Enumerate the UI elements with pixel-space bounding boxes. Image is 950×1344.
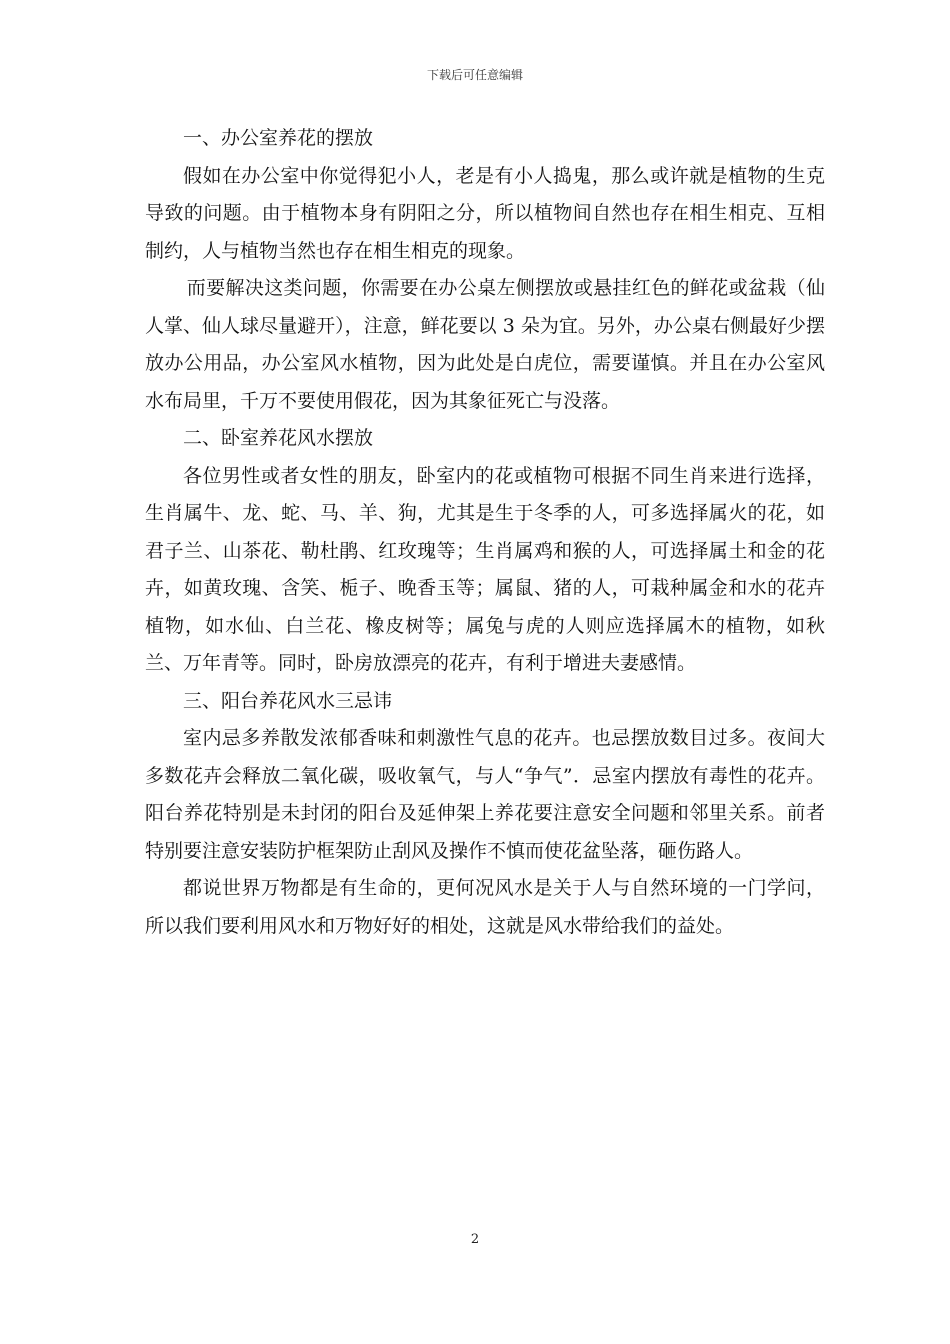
- document-body: [145, 120, 825, 945]
- section-heading-bedroom: 二、卧室养花风水摆放: [183, 427, 374, 449]
- page-number: 2: [470, 1232, 480, 1247]
- section-heading-balcony: 三、阳台养花风水三忌讳: [183, 689, 393, 712]
- paragraph-office-problem: 假如在办公室中你觉得犯小人，老是有小人捣鬼，那么或许就是植物的生克导致的问题。由于植物本身有阴阳之分，所以植物间自然也存在相生相克、互相制约，人与植物当然也存在相生相克的现象。: [145, 164, 825, 262]
- section-heading-office: 一、办公室养花的摆放: [183, 127, 374, 149]
- paragraph-balcony-taboos: 室内忌多养散发浓郁香味和刺激性气息的花卉。也忌摆放数目过多。夜间大多数花卉会释放二氧化碳，吸收氧气，与人“争气”．忌室内摆放有毒性的花卉。阳台养花特别是未封闭的阳台及延伸架上养花要注意安全问题和邻里关系。前者特别要注意安装防护框架防止刮风及操作不慎而使花盆坠落，砸伤路人。: [145, 727, 825, 862]
- paragraph-office-solution: 而要解决这类问题，你需要在办公桌左侧摆放或悬挂红色的鲜花或盆栽（仙人掌、仙人球尽量避开），注意，鲜花要以 3 朵为宜。另外，办公桌右侧最好少摆放办公用品，办公室风水植物，因为此处是白虎位，需要谨慎。并且在办公室风水布局里，千万不要使用假花，因为其象征死亡与没落。: [145, 277, 825, 412]
- paragraph-conclusion: 都说世界万物都是有生命的，更何况风水是关于人与自然环境的一门学问，所以我们要利用风水和万物好好的相处，这就是风水带给我们的益处。: [145, 877, 825, 937]
- paragraph-bedroom-zodiac: 各位男性或者女性的朋友，卧室内的花或植物可根据不同生肖来进行选择，生肖属牛、龙、蛇、马、羊、狗，尤其是生于冬季的人，可多选择属火的花，如君子兰、山茶花、勒杜鹃、红玫瑰等；生肖属鸡和猴的人，可选择属土和金的花卉，如黄玫瑰、含笑、栀子、晚香玉等；属鼠、猪的人，可栽种属金和水的花卉植物，如水仙、白兰花、橡皮树等；属兔与虎的人则应选择属木的植物，如秋兰、万年青等。同时，卧房放漂亮的花卉，有利于增进夫妻感情。: [145, 464, 825, 674]
- page-header: 下载后可任意编辑: [426, 68, 523, 82]
